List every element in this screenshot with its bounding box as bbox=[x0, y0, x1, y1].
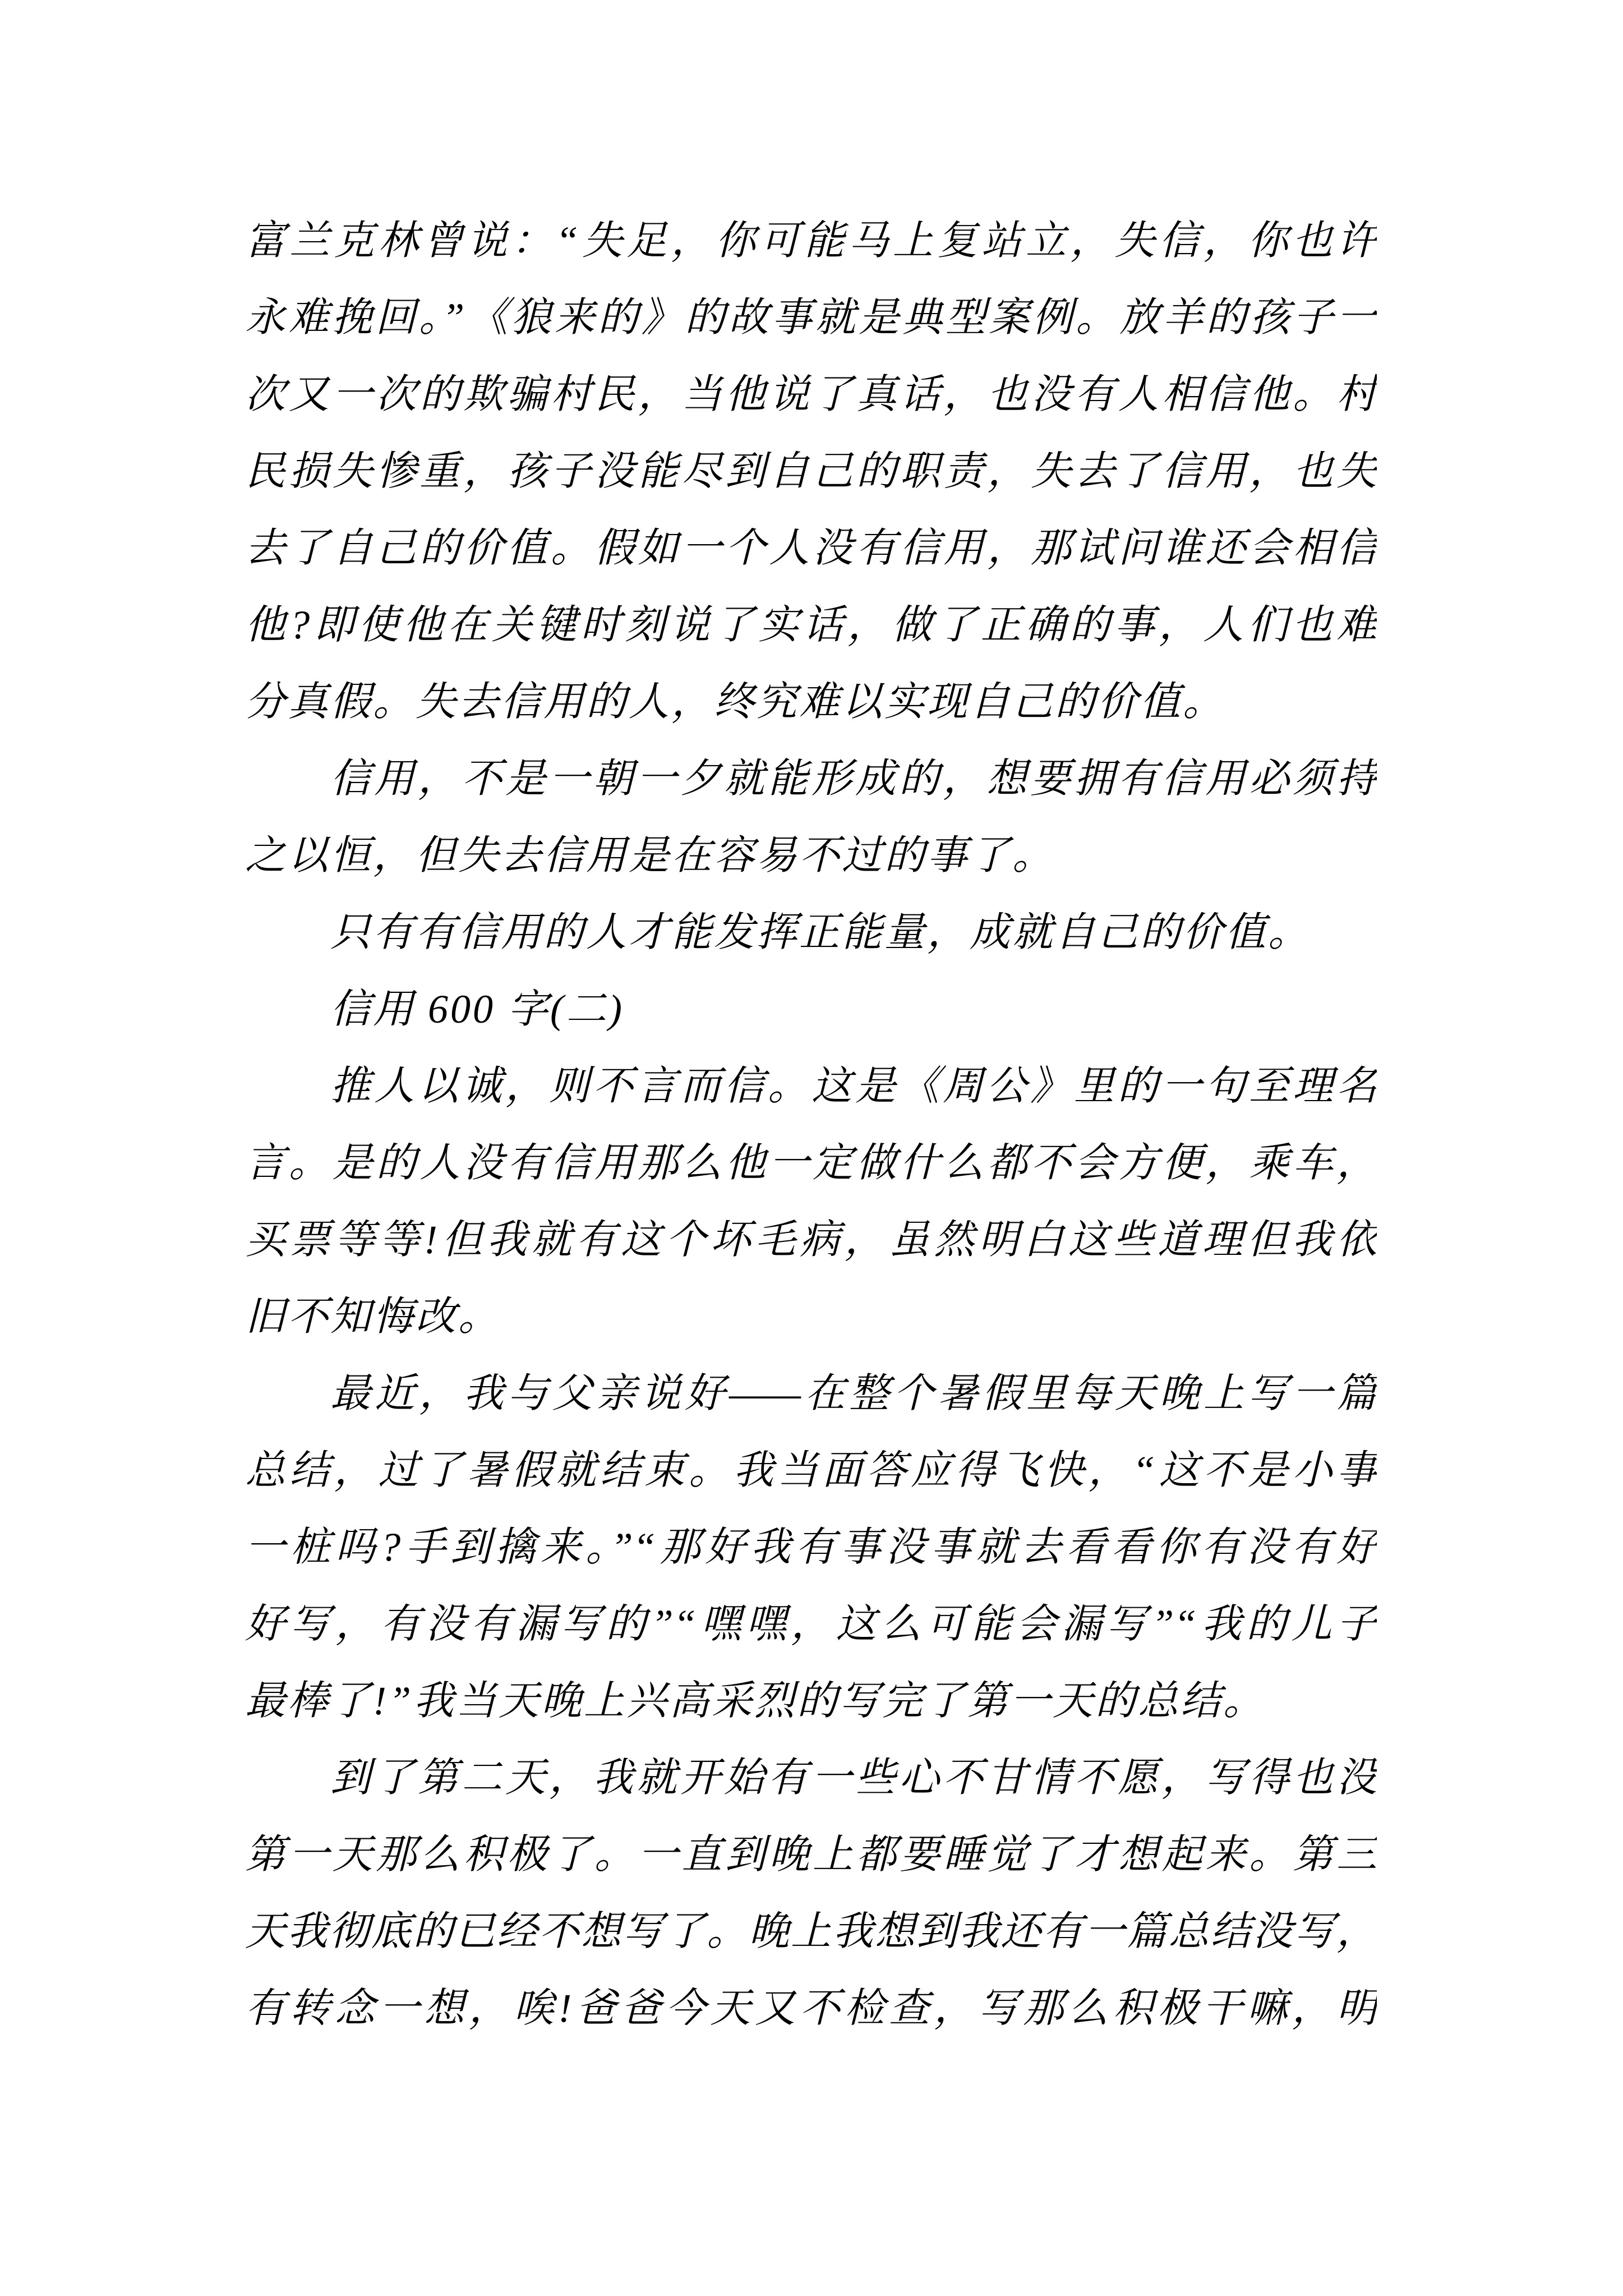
text-line-6: 他?即使他在关键时刻说了实话，做了正确的事，人们也难 bbox=[245, 602, 1377, 647]
text-line-2: 永难挽回。”《狼来的》的故事就是典型案例。放羊的孩子一 bbox=[245, 295, 1377, 340]
text-line-19: 好写，有没有漏写的”“嘿嘿，这么可能会漏写”“我的儿子 bbox=[245, 1602, 1377, 1646]
text-line-24: 有转念一想，唉!爸爸今天又不检查，写那么积极干嘛，明 bbox=[245, 1986, 1377, 2031]
text-line-9: 之以恒，但失去信用是在容易不过的事了。 bbox=[245, 833, 1055, 878]
text-line-5: 去了自己的价值。假如一个人没有信用，那试问谁还会相信 bbox=[245, 526, 1377, 570]
text-line-1: 富兰克林曾说：“失足，你可能马上复站立，失信，你也许 bbox=[245, 218, 1377, 263]
text-line-8: 信用，不是一朝一夕就能形成的，想要拥有信用必须持 bbox=[330, 756, 1377, 801]
text-line-22: 第一天那么积极了。一直到晚上都要睡觉了才想起来。第三 bbox=[245, 1832, 1377, 1877]
text-line-7: 分真假。失去信用的人，终究难以实现自己的价值。 bbox=[245, 679, 1226, 724]
text-line-20: 最棒了!”我当天晚上兴高采烈的写完了第一天的总结。 bbox=[245, 1678, 1266, 1723]
text-line-10: 只有有信用的人才能发挥正能量，成就自己的价值。 bbox=[330, 910, 1311, 955]
text-line-11: 信用 600 字(二) bbox=[330, 987, 624, 1032]
text-line-12: 推人以诚，则不言而信。这是《周公》里的一句至理名 bbox=[330, 1064, 1377, 1108]
text-line-13: 言。是的人没有信用那么他一定做什么都不会方便，乘车， bbox=[245, 1140, 1377, 1185]
text-line-21: 到了第二天，我就开始有一些心不甘情不愿，写得也没 bbox=[330, 1755, 1377, 1800]
text-line-4: 民损失惨重，孩子没能尽到自己的职责，失去了信用，也失 bbox=[245, 449, 1377, 494]
text-line-18: 一桩吗?手到擒来。”“那好我有事没事就去看看你有没有好 bbox=[245, 1525, 1377, 1570]
text-line-16: 最近，我与父亲说好——在整个暑假里每天晚上写一篇 bbox=[330, 1371, 1377, 1416]
text-line-14: 买票等等!但我就有这个坏毛病，虽然明白这些道理但我依 bbox=[245, 1217, 1377, 1262]
text-line-15: 旧不知悔改。 bbox=[245, 1294, 501, 1339]
text-line-17: 总结，过了暑假就结束。我当面答应得飞快，“这不是小事 bbox=[245, 1448, 1377, 1493]
text-line-3: 次又一次的欺骗村民，当他说了真话，也没有人相信他。村 bbox=[245, 372, 1377, 417]
text-block bbox=[245, 203, 1377, 2047]
text-line-23: 天我彻底的已经不想写了。晚上我想到我还有一篇总结没写， bbox=[245, 1909, 1377, 1954]
